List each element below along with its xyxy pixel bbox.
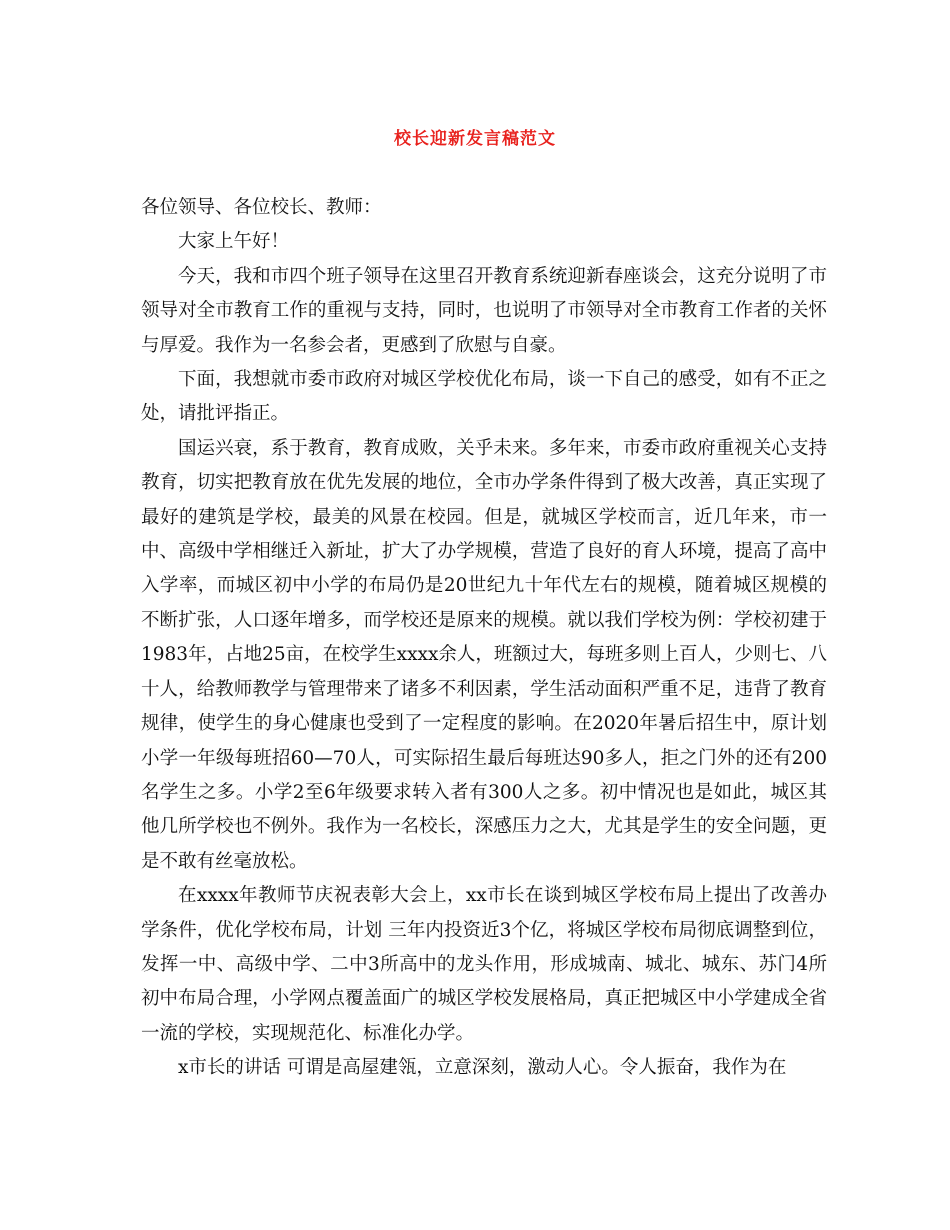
body-paragraph: 国运兴衰，系于教育，教育成败，关乎未来。多年来，市委市政府重视关心支持教育，切实把教育放在优先发展的地位，全市办学条件得到了极大改善，真正实现了最好的建筑是学校，最美的风景在校园。但是，就城区学校而言，近几年来，市一中、高级中学相继迁入新址，扩大了办学规模，营造了良好的育人环境，提高了高中入学率，而城区初中小学的布局仍是20世纪九十年代左右的规模，随着城区规模的不断扩张，人口逐年增多，而学校还是原来的规模。就以我们学校为例：学校初建于1983年，占地25亩，在校学生xxxx余人，班额过大，每班多则上百人，少则七、八十人，给教师教学与管理带来了诸多不利因素，学生活动面积严重不足，违背了教育规律，使学生的身心健康也受到了一定程度的影响。在2020年暑后招生中，原计划 小学一年级每班招60—70人，可实际招生最后每班达90多人，拒之门外的还有200名学生之多。小学2至6年级要求转入者有300人之多。初中情况也是如此，城区其他几所学校也不例外。我作为一名校长，深感压力之大，尤其是学生的安全问题，更是不敢有丝毫放松。 (141, 437, 827, 872)
document-body (141, 191, 827, 1086)
body-paragraph: 今天，我和市四个班子领导在这里召开教育系统迎新春座谈会，这充分说明了市领导对全市教育工作的重视与支持，同时，也说明了市领导对全市教育工作者的关怀与厚爱。我作为一名参会者，更感到了欣慰与自豪。 (141, 265, 827, 356)
greeting-paragraph: 大家上午好！ (178, 231, 290, 253)
body-paragraph: 在xxxx年教师节庆祝表彰大会上，xx市长在谈到城区学校布局上提出了改善办学条件，优化学校布局，计划 三年内投资近3个亿，将城区学校布局彻底调整到位，发挥一中、高级中学、二中3所高中的龙头作用，形成城南、城北、城东、苏门4所初中布局合理，小学网点覆盖面广的城区学校发展格局，真正把城区中小学建成全省一流的学校，实现规范化、标准化办学。 (141, 885, 827, 1044)
salutation-paragraph: 各位领导、各位校长、教师： (141, 197, 382, 218)
body-paragraph: 下面，我想就市委市政府对城区学校优化布局，谈一下自己的感受，如有不正之处，请批评指正。 (141, 369, 827, 425)
body-paragraph: x市长的讲话 可谓是高屋建瓴，立意深刻，激动人心。令人振奋，我作为在 (178, 1057, 787, 1079)
document-title: 校长迎新发言稿范文 (394, 129, 556, 149)
